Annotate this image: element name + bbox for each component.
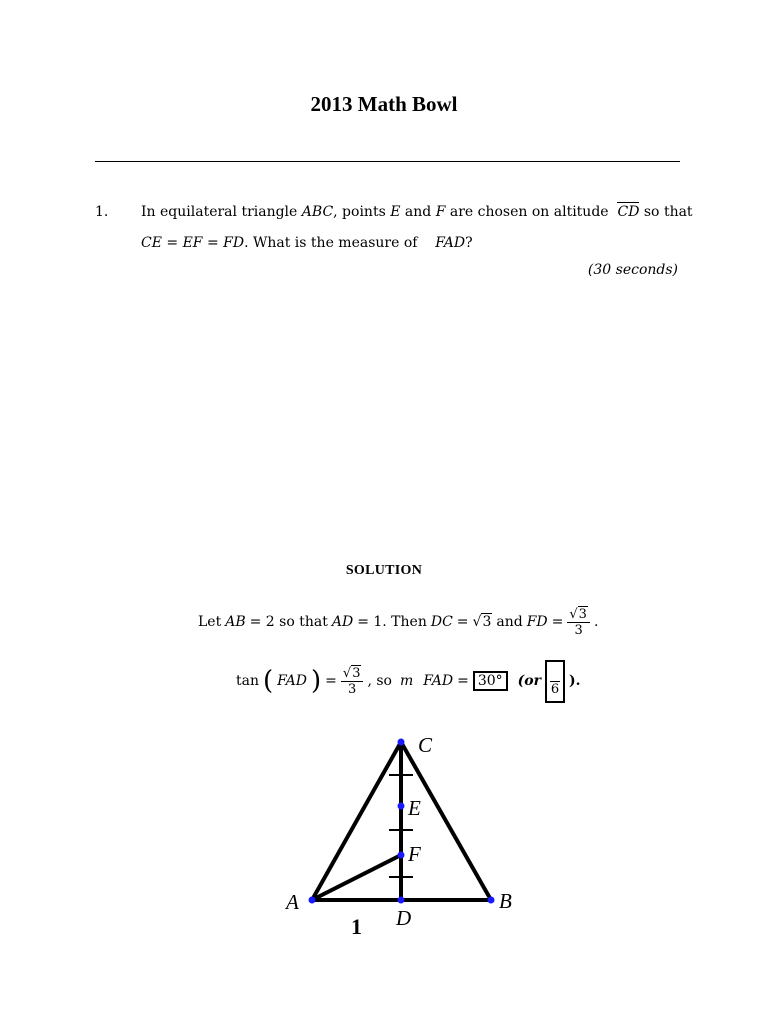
numerator: √3 (567, 607, 590, 623)
q-segment-cd: CD (617, 204, 640, 220)
s-close: ). (569, 673, 581, 689)
q-equation: CE = EF = FD (141, 235, 245, 251)
s-angle-fad: FAD (423, 673, 454, 689)
s-text: = 1. Then (357, 614, 427, 630)
s-var-ab: AB (225, 614, 246, 630)
s-text: = (456, 614, 469, 630)
label-f: F (408, 842, 421, 866)
paren-open: ( (263, 666, 274, 696)
label-a: A (286, 890, 299, 914)
point-f (398, 852, 405, 859)
label-e: E (408, 796, 421, 820)
s-text: . (593, 614, 599, 630)
s-text: = (325, 673, 337, 689)
radicand: 3 (578, 606, 587, 622)
s-text: = 2 so that (249, 614, 328, 630)
q-var-e: E (390, 204, 401, 220)
s-var-fd: FD (526, 614, 548, 630)
answer-box-degrees: 30° (473, 671, 508, 691)
s-text: and (496, 614, 523, 630)
q-text: In equilateral triangle (141, 204, 298, 220)
denominator: 6 (550, 681, 560, 697)
s-text: , so (367, 673, 392, 689)
q-text: are chosen on altitude (449, 204, 609, 220)
point-b (488, 897, 495, 904)
denominator: 3 (348, 681, 357, 697)
label-length-one: 1 (351, 914, 362, 939)
q-text: so that (643, 204, 693, 220)
radicand: 3 (352, 665, 361, 681)
radicand: 3 (482, 614, 492, 630)
s-text: Let (198, 614, 222, 630)
time-limit: (30 seconds) (587, 262, 678, 278)
edge-cb (401, 742, 491, 900)
s-or: (or (517, 673, 542, 689)
solution-heading: SOLUTION (345, 563, 423, 578)
s-tan: tan (236, 673, 259, 689)
point-e (398, 803, 405, 810)
s-var-ad: AD (331, 614, 354, 630)
q-angle-fad: FAD (435, 235, 466, 251)
s-measure: m (399, 673, 414, 689)
paren-close: ) (311, 666, 322, 696)
page-title: 2013 Math Bowl (310, 92, 458, 116)
label-c: C (418, 733, 433, 757)
label-b: B (499, 889, 512, 913)
q-text: and (404, 204, 432, 220)
s-text: = (551, 614, 564, 630)
q-var-abc: ABC (301, 204, 334, 220)
q-text: . What is the measure of (244, 235, 418, 251)
s-angle-fad: FAD (277, 673, 307, 689)
q-text: , points (333, 204, 386, 220)
sqrt-three: √3 (472, 614, 492, 630)
s-text: = (457, 673, 469, 689)
point-c (398, 739, 405, 746)
s-var-dc: DC (430, 614, 453, 630)
question-number: 1. (95, 204, 109, 220)
point-a (309, 897, 316, 904)
point-d (398, 897, 405, 904)
denominator: 3 (574, 622, 583, 638)
label-d: D (396, 906, 412, 930)
q-var-f: F (435, 204, 446, 220)
q-text: ? (465, 235, 473, 251)
numerator: √3 (341, 666, 364, 682)
